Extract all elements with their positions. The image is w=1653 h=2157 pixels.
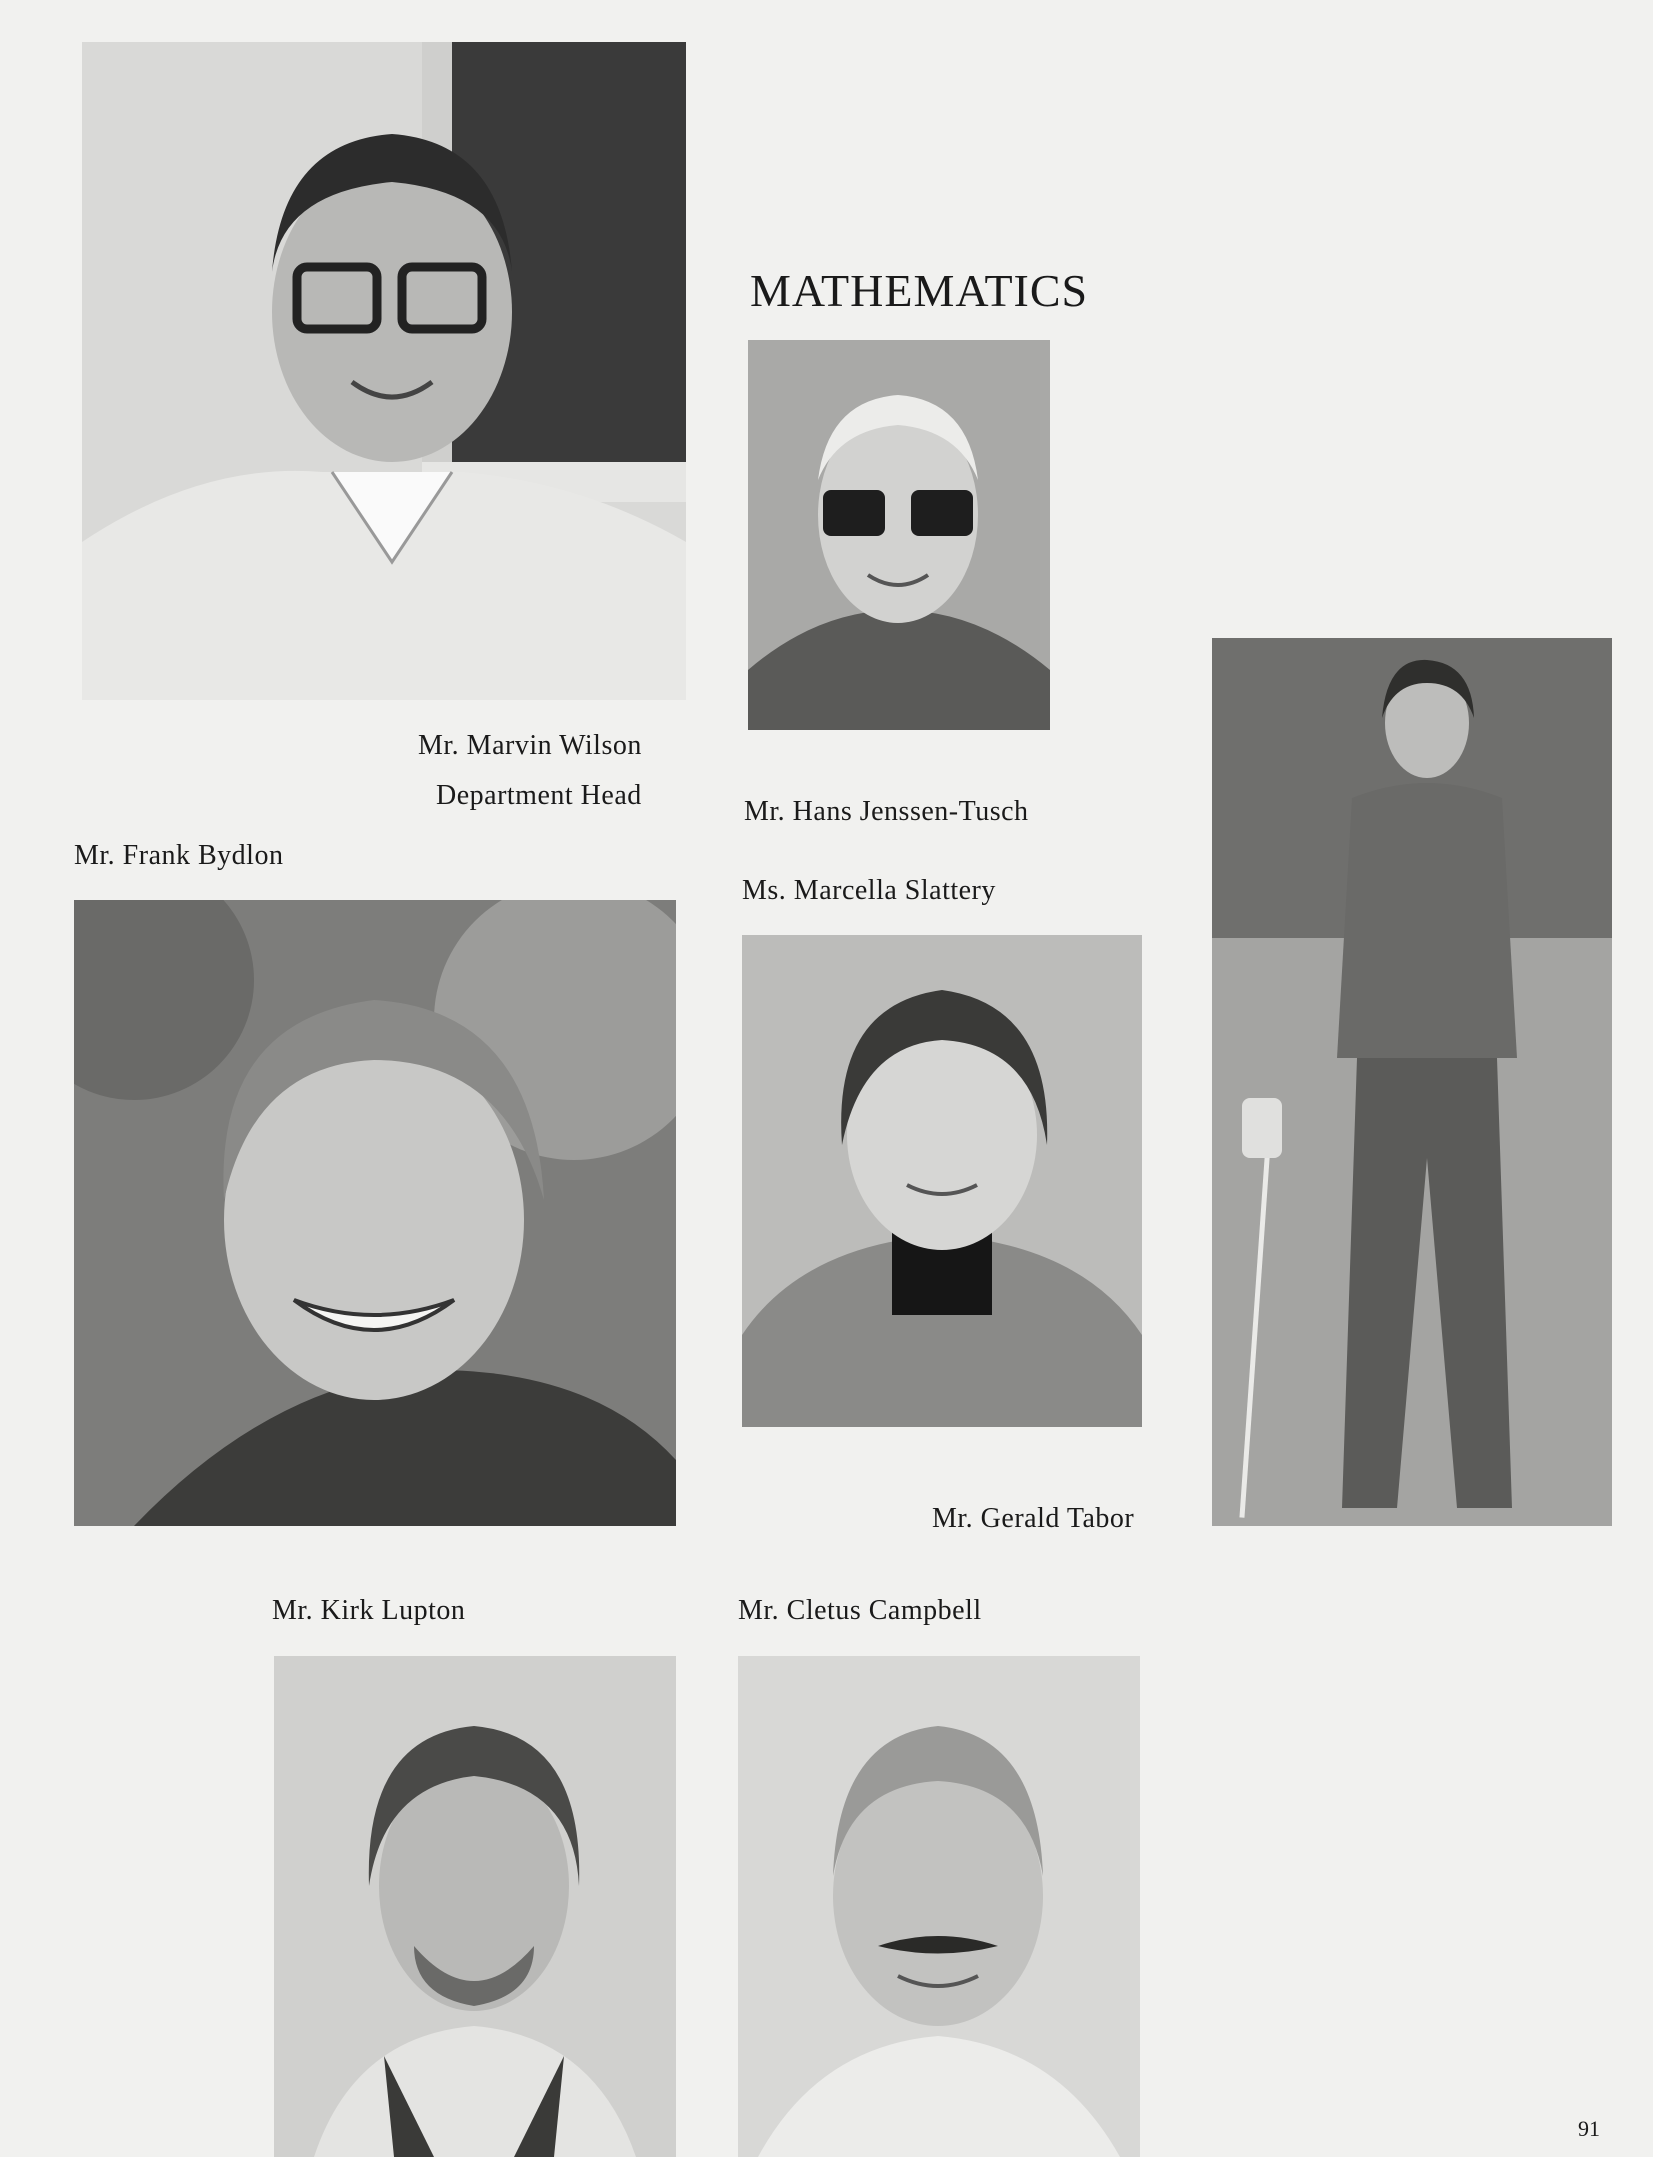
caption-campbell-name: Mr. Cletus Campbell	[738, 1595, 982, 1626]
page-number: 91	[1578, 2116, 1600, 2141]
caption-slattery-name: Ms. Marcella Slattery	[742, 875, 996, 906]
photo-marvin-wilson	[82, 42, 686, 700]
caption-lupton-name: Mr. Kirk Lupton	[272, 1595, 466, 1626]
caption-jenssen-tusch-name: Mr. Hans Jenssen-Tusch	[744, 796, 1029, 827]
caption-bydlon-name: Mr. Frank Bydlon	[74, 840, 284, 871]
caption-tabor-name: Mr. Gerald Tabor	[932, 1503, 1135, 1534]
photo-hans-jenssen-tusch	[748, 340, 1050, 730]
photo-marcella-slattery	[742, 935, 1142, 1427]
page-title: MATHEMATICS	[750, 265, 1089, 316]
photo-kirk-lupton	[274, 1656, 676, 2157]
photo-frank-bydlon	[74, 900, 676, 1526]
caption-wilson-name: Mr. Marvin Wilson	[418, 730, 642, 761]
photo-gerald-tabor	[1212, 638, 1612, 1526]
caption-wilson-role: Department Head	[436, 780, 642, 811]
photo-cletus-campbell	[738, 1656, 1140, 2157]
